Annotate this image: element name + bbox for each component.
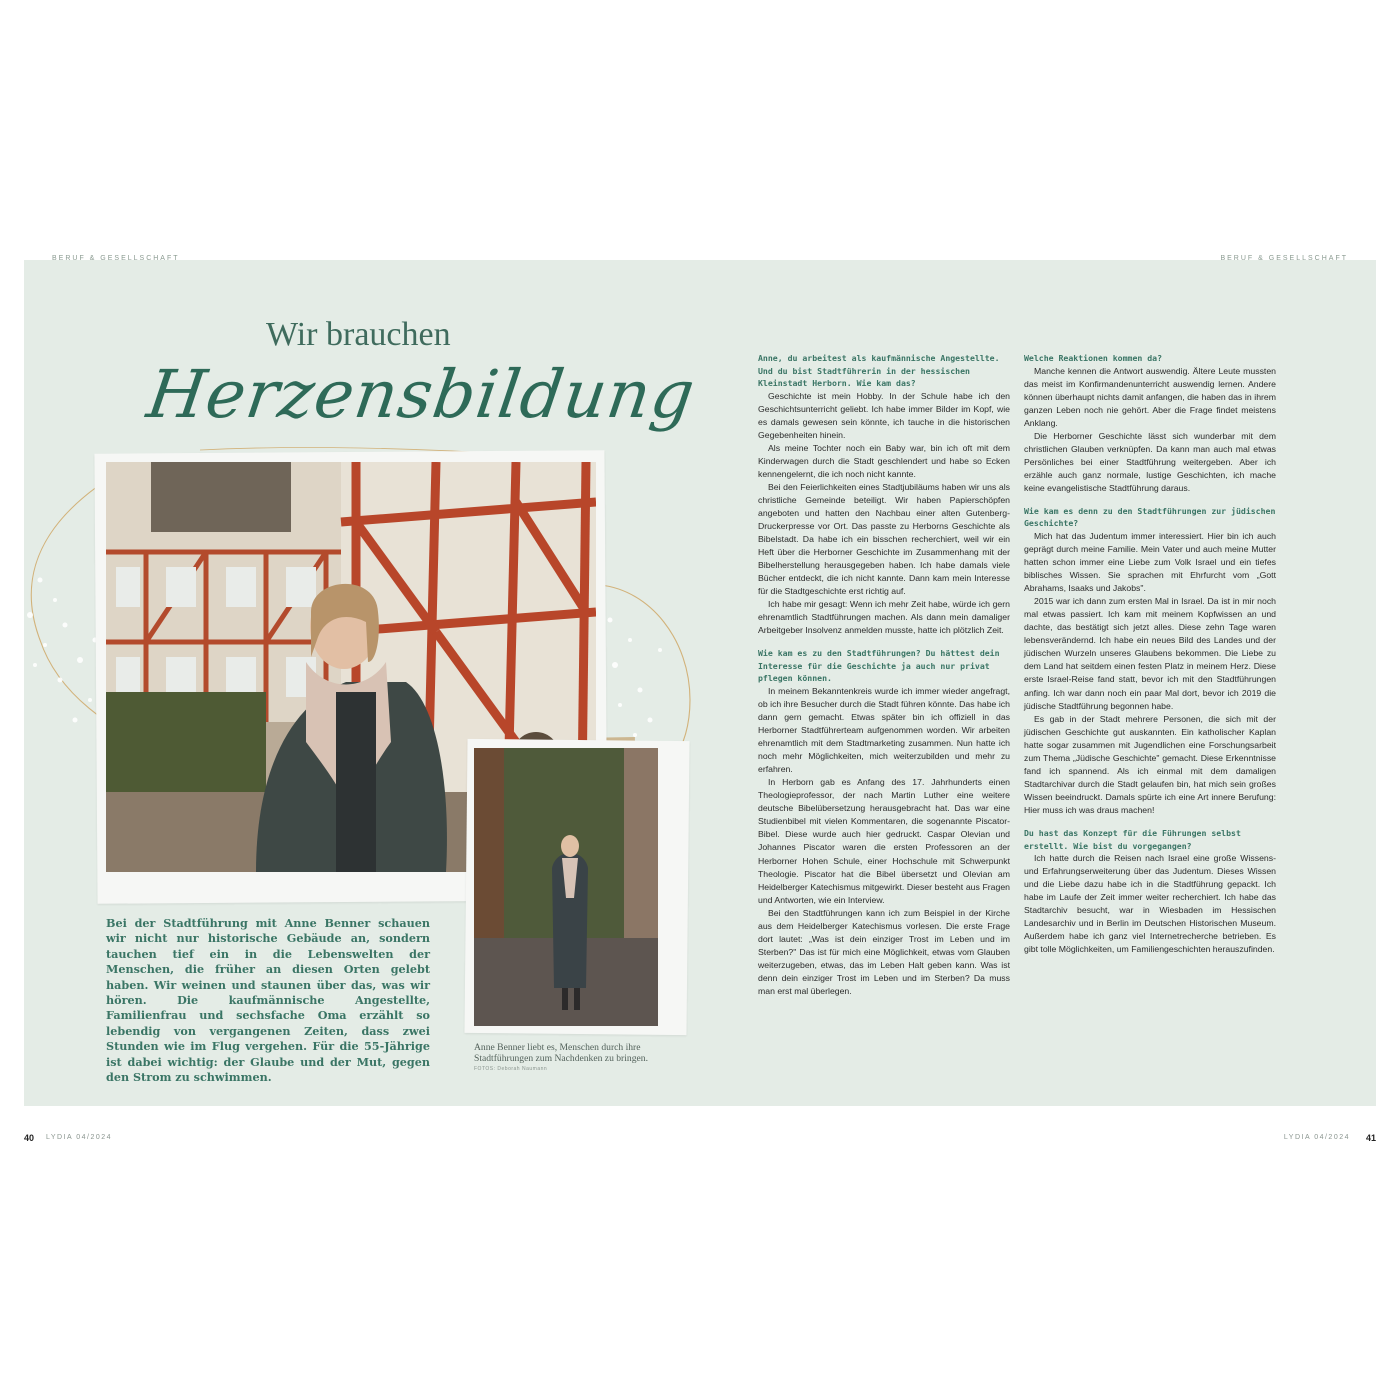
issue-label-right: LYDIA 04/2024 (1283, 1134, 1350, 1141)
page-number-left: 40 (24, 1133, 35, 1143)
interview-question: Anne, du arbeitest als kaufmännische Angestellte. Und du bist Stadtführerin in der hessischen Kleinstadt Herborn. Wie kam das? (758, 353, 1000, 388)
page-number-right: 41 (1365, 1133, 1376, 1143)
paragraph: Als meine Tochter noch ein Baby war, bin ich oft mit dem Kinderwagen durch die Stadt geschlendert und habe so Ecken kennengelernt, die ich noch nicht kannte. (758, 442, 1010, 479)
interview-question: Wie kam es denn zu den Stadtführungen zur jüdischen Geschichte? (1024, 505, 1276, 529)
article-lead: Bei der Stadtführung mit Anne Benner schauen wir nicht nur historische Gebäude an, sondern tauchen tief ein in die Lebenswelten der Menschen, die früher an diesen Orten gelebt haben. Wir weinen und staunen über das, was wir hören. Die kaufmännische Angestellte, Familienfrau und sechsfache Oma erzählt so lebendig von vergangenen Zeiten, dass zwei Stunden wie im Flug vergehen. Für die 55-Jährige ist dabei wichtig: der Glaube und der Mut, gegen den Strom zu schwimmen. (106, 916, 430, 1085)
paragraph: Geschichte ist mein Hobby. In der Schule habe ich den Geschichtsunterricht geliebt. Ich habe immer Bilder im Kopf, wie es damals gewesen sein könnte, ich tauche in die historischen Gegebenheiten hinein. (758, 390, 1010, 440)
second-photo (474, 748, 658, 1026)
paragraph: In meinem Bekanntenkreis wurde ich immer wieder angefragt, ob ich ihre Besucher durch die Stadt führen könnte. Das habe ich dann gern gemacht. Etwas später bin ich offiziell in das Herborner Stadtführerteam aufgenommen worden. Wir arbeiten ehrenamtlich mit dem Stadtmarketing zusammen. Nun hatte ich noch mehr Möglichkeiten, mich weiterzubilden und mehr zu erfahren. (758, 685, 1010, 775)
paragraph: Bei den Feierlichkeiten eines Stadtjubiläums haben wir uns als christliche Gemeinde beteiligt. Wir haben Papierschöpfen angeboten und hatten den Nachbau einer alten Gutenberg-Druckerpresse vor Ort. Das passte zu Herborns Geschichte als Bibelstadt. Da habe ich ein bisschen recherchiert, weil wir ein Heft über die Herborner Geschichte im Zusammenhang mit der Bibelherstellung herausgegeben haben. Ich habe damals viele Bücher entdeckt, die ich nicht kannte. Dann kam mein Interesse für die Stadtgeschichte erst richtig auf. (758, 481, 1010, 597)
photo-caption: Anne Benner liebt es, Menschen durch ihre Stadtführungen zum Nachdenken zu bringen. (474, 1042, 648, 1064)
issue-label-left: LYDIA 04/2024 (46, 1134, 113, 1141)
section-tag-left: BERUF & GESELLSCHAFT (52, 255, 180, 262)
article-column-2 (1024, 352, 1276, 956)
section-tag-right: BERUF & GESELLSCHAFT (1220, 255, 1348, 262)
interview-question: Wie kam es zu den Stadtführungen? Du hättest dein Interesse für die Geschichte ja auch nur privat pflegen können. (758, 648, 1000, 684)
paragraph: Manche kennen die Antwort auswendig. Ältere Leute mussten das meist im Konfirmandenunterricht auswendig lernen. Andere können überhaupt nichts damit anfangen, die haben das in ihrem ganzen Leben noch nie gehört. Aber die Frage findet meistens Anklang. (1024, 365, 1276, 428)
interview-question: Welche Reaktionen kommen da? (1024, 353, 1163, 363)
paragraph: Es gab in der Stadt mehrere Personen, die sich mit der jüdischen Geschichte gut auskannten. Ein katholischer Kaplan hatte sogar zusammen mit Jugendlichen eine Forschungsarbeit zum Thema „Jüdische Geschichte" gemacht. Diese Erkenntnisse fand ich spannend. Als ich einmal mit dem damaligen Stadtarchivar durch die Stadt gelaufen bin, hat mich sein großes Wissen beeindruckt. Damals spürte ich eine Art innere Berufung: Hier muss ich was draus machen! (1024, 713, 1276, 815)
paragraph: Die Herborner Geschichte lässt sich wunderbar mit dem christlichen Glauben verknüpfen. Da kann man auch mal etwas Persönliches bei einer Stadtführung weitergeben. Aber ich erzähle auch ganz normale, lustige Geschichten, ich mache keine evangelistische Stadtführung daraus. (1024, 430, 1276, 493)
headline-line1: Wir brauchen (266, 316, 451, 353)
paragraph: Ich habe mir gesagt: Wenn ich mehr Zeit habe, würde ich gern ehrenamtlich Stadtführungen machen. Als dann mein damaliger Arbeitgeber Insolvenz anmelden musste, hatte ich plötzlich Zeit. (758, 599, 1010, 636)
paragraph: Bei den Stadtführungen kann ich zum Beispiel in der Kirche aus dem Heidelberger Katechismus vorlesen. Die erste Frage dort lautet: „Was ist dein einziger Trost im Leben und im Sterben?" Das ist für mich eine Möglichkeit, etwas vom Glauben weiterzugeben, etwas, das im Leben Halt geben kann. Was ist denn dein einziger Trost im Leben und im Sterben? Da muss man erst mal überlegen. (758, 907, 1010, 996)
interview-question: Du hast das Konzept für die Führungen selbst erstellt. Wie bist du vorgegangen? (1024, 828, 1241, 851)
paragraph: 2015 war ich dann zum ersten Mal in Israel. Da ist in mir noch mal etwas passiert. Ich kam mit meinem Kopfwissen an und dachte, das bestätigt sich jetzt alles. Diese zehn Tage waren lebensverändernd. Ich habe ein neues Bild des Landes und der jüdischen Wurzeln unseres Glaubens bekommen. Die Liebe zu dem Land hat seitdem einen festen Platz in meinem Herz. Diese erste Israel-Reise fand statt, bevor ich mit den Stadtführungen anfing. Ich war dann noch ein paar Mal dort, bevor ich 2019 die jüdische Stadtführung begonnen habe. (1024, 596, 1276, 711)
paragraph: Ich hatte durch die Reisen nach Israel eine große Wissens- und Erfahrungserweiterung über das Judentum. Dieses Wissen und die Liebe dazu habe ich in die Stadtführung gepackt. Ich habe im Laufe der Zeit immer weiter recherchiert. Ich habe das Stadtarchiv besucht, war in Wiesbaden im Hessischen Landesarchiv und in Berlin im Deutschen Historischen Museum. Außerdem habe ich ganz viel Internetrecherche betrieben. Es gibt tolle Möglichkeiten, um Familiengeschichten herauszufinden. (1024, 853, 1276, 955)
paragraph: In Herborn gab es Anfang des 17. Jahrhunderts einen Theologieprofessor, der nach Martin Luther eine weitere deutsche Bibelübersetzung herausgebracht hat. Das war eine Studienbibel mit vielen Kommentaren, die sogenannte Piscator-Bibel. Diese wurde auch hier gedruckt. Caspar Olevian und Johannes Piscator waren die ersten Professoren an der Herborner Hohen Schule, einer Hochschule mit Schwerpunkt Theologie. Piscator hat die Bibel übersetzt und Olevian am Heidelberger Katechismus mitgewirkt. Dieser besteht aus Fragen und Antworten, wie ein Interview. (758, 777, 1010, 905)
photo-credit: FOTOS: Deborah Naumann (474, 1066, 548, 1072)
headline-script: Herzensbildung (142, 356, 700, 433)
article-column-1 (758, 352, 1010, 998)
paragraph: Mich hat das Judentum immer interessiert. Hier bin ich auch geprägt durch meine Familie. Mein Vater und auch meine Mutter hatten schon immer eine Liebe zum Volk Israel und ein tiefes biblisches Wissen. Sie sprachen mit Ehrfurcht vom „Gott Abrahams, Isaaks und Jakobs". (1024, 530, 1276, 594)
